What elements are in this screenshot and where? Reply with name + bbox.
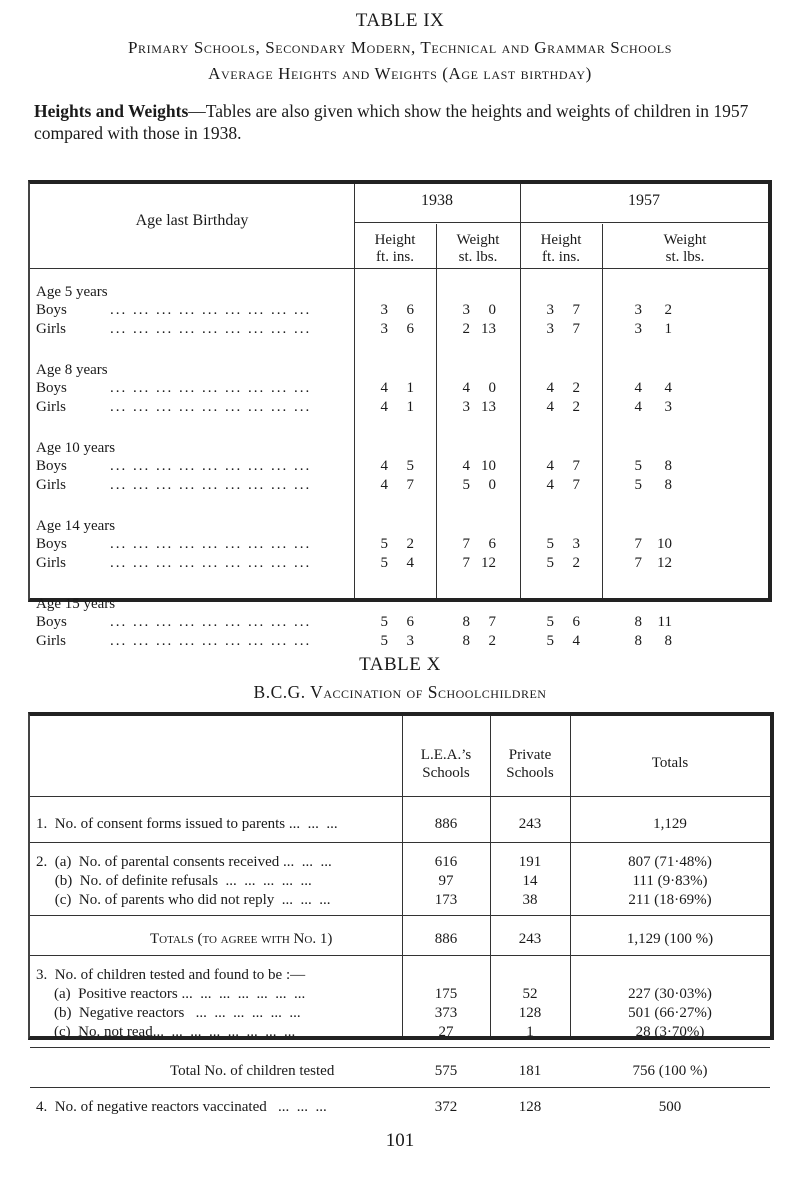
cell-value: 807 (71·48%)	[628, 854, 712, 870]
cell-value-major: 3	[546, 302, 554, 318]
cell-value-minor: 8	[664, 477, 672, 493]
leader-dots: ... ... ... ... ... ... ... ... ...	[110, 458, 312, 474]
cell-value: 38	[522, 892, 538, 908]
cell-value: 128	[518, 1099, 542, 1115]
age-group-label: Age 8 years	[36, 362, 108, 378]
cell-value-minor: 8	[664, 458, 672, 474]
col-height-1957: Height ft. ins.	[540, 232, 582, 265]
cell-value-major: 4	[380, 399, 388, 415]
cell-value: 97	[438, 873, 454, 889]
cell-value: 756 (100 %)	[632, 1063, 708, 1079]
cell-value-major: 8	[462, 614, 470, 630]
cell-value-minor: 2	[664, 302, 672, 318]
cell-value-major: 5	[634, 477, 642, 493]
cell-value: 886	[434, 931, 458, 947]
cell-value-minor: 3	[572, 536, 580, 552]
cell-value-minor: 6	[572, 614, 580, 630]
cell-value-major: 4	[546, 477, 554, 493]
cell-value: 373	[434, 1005, 458, 1021]
cell-value-minor: 13	[481, 321, 496, 337]
row-label: Girls	[36, 321, 66, 337]
cell-value: 501 (66·27%)	[628, 1005, 712, 1021]
cell-value-minor: 0	[488, 380, 496, 396]
cell-value-minor: 6	[406, 321, 414, 337]
row-label: Boys	[36, 380, 67, 396]
age-group-label: Age 10 years	[36, 440, 116, 456]
age-group-label: Age 15 years	[36, 596, 116, 612]
cell-value-major: 5	[380, 614, 388, 630]
cell-value: 14	[522, 873, 538, 889]
leader-dots: ... ... ... ... ... ... ... ... ...	[110, 302, 312, 318]
cell-value-minor: 7	[572, 477, 580, 493]
cell-value-major: 3	[634, 302, 642, 318]
leader-dots: ... ... ... ... ... ... ... ... ...	[110, 614, 312, 630]
cell-value-major: 4	[380, 458, 388, 474]
col-private-schools: Private Schools	[506, 747, 554, 781]
row-label: (c) No. not read... ... ... ... ... ... ... ...	[54, 1024, 296, 1040]
cell-value-major: 5	[634, 458, 642, 474]
cell-value-minor: 12	[657, 555, 672, 571]
cell-value-minor: 0	[488, 302, 496, 318]
intro-text: —Tables are also given which show the heights and weights of children in 1957 compared with those in 1938.	[34, 101, 749, 143]
cell-value-major: 3	[546, 321, 554, 337]
row-label: 4. No. of negative reactors vaccinated ... ... ...	[36, 1099, 327, 1115]
cell-value-minor: 13	[481, 399, 496, 415]
intro-paragraph	[34, 100, 774, 144]
row-label: Boys	[36, 614, 67, 630]
table-ix-title: TABLE IX	[355, 10, 445, 31]
row-label: Total No. of children tested	[170, 1063, 335, 1079]
col-lea-schools: L.E.A.’s Schools	[420, 747, 472, 781]
cell-value-minor: 2	[572, 380, 580, 396]
table-x-title: TABLE X	[359, 654, 441, 675]
cell-value: 886	[434, 816, 458, 832]
cell-value-major: 4	[634, 399, 642, 415]
row-label: (a) Positive reactors ... ... ... ... ... ... ...	[54, 986, 306, 1002]
cell-value-major: 5	[546, 536, 554, 552]
cell-value-major: 5	[380, 633, 388, 649]
row-label: (b) No. of definite refusals ... ... ... ... ...	[36, 873, 312, 889]
cell-value: 52	[522, 986, 538, 1002]
leader-dots: ... ... ... ... ... ... ... ... ...	[110, 633, 312, 649]
cell-value-major: 4	[546, 399, 554, 415]
age-header: Age last Birthday	[135, 212, 249, 229]
row-label: Girls	[36, 555, 66, 571]
cell-value-major: 3	[462, 399, 470, 415]
cell-value-minor: 2	[488, 633, 496, 649]
cell-value-major: 8	[462, 633, 470, 649]
age-group-label: Age 14 years	[36, 518, 116, 534]
row-label: Boys	[36, 536, 67, 552]
cell-value: 243	[518, 816, 542, 832]
cell-value-minor: 6	[488, 536, 496, 552]
cell-value-minor: 0	[488, 477, 496, 493]
cell-value: 27	[438, 1024, 454, 1040]
leader-dots: ... ... ... ... ... ... ... ... ...	[110, 536, 312, 552]
cell-value-minor: 3	[664, 399, 672, 415]
cell-value-minor: 4	[406, 555, 414, 571]
cell-value: 175	[434, 986, 458, 1002]
cell-value-major: 4	[634, 380, 642, 396]
cell-value-minor: 1	[664, 321, 672, 337]
table-ix-subtitle: Primary Schools, Secondary Modern, Technical and Grammar Schools	[128, 38, 672, 57]
cell-value-minor: 7	[488, 614, 496, 630]
cell-value-minor: 3	[406, 633, 414, 649]
row-label: 2. (a) No. of parental consents received ... ... ...	[36, 854, 332, 870]
cell-value: 575	[434, 1063, 458, 1079]
year-1957: 1957	[628, 192, 660, 209]
cell-value-minor: 1	[406, 399, 414, 415]
col-height-1938: Height ft. ins.	[374, 232, 416, 265]
cell-value-minor: 1	[406, 380, 414, 396]
cell-value-major: 4	[380, 380, 388, 396]
cell-value: 500	[658, 1099, 682, 1115]
cell-value: 1,129 (100 %)	[626, 931, 714, 947]
cell-value-minor: 6	[406, 614, 414, 630]
cell-value-minor: 2	[572, 555, 580, 571]
cell-value-major: 3	[634, 321, 642, 337]
cell-value: 1,129	[653, 816, 687, 832]
cell-value-major: 4	[546, 380, 554, 396]
cell-value-minor: 10	[657, 536, 672, 552]
row-label: Boys	[36, 458, 67, 474]
cell-value: 1	[526, 1024, 534, 1040]
cell-value-major: 7	[462, 555, 470, 571]
cell-value: 28 (3·70%)	[635, 1024, 705, 1040]
row-label: 3. No. of children tested and found to be :—	[36, 967, 306, 983]
cell-value-major: 5	[380, 536, 388, 552]
cell-value-major: 3	[462, 302, 470, 318]
cell-value-major: 2	[462, 321, 470, 337]
row-label: Girls	[36, 633, 66, 649]
row-label: (c) No. of parents who did not reply ... ... ...	[36, 892, 331, 908]
cell-value-major: 5	[462, 477, 470, 493]
leader-dots: ... ... ... ... ... ... ... ... ...	[110, 477, 312, 493]
cell-value-minor: 6	[406, 302, 414, 318]
cell-value-minor: 2	[406, 536, 414, 552]
cell-value: 211 (18·69%)	[628, 892, 712, 908]
cell-value: 181	[518, 1063, 542, 1079]
cell-value-major: 4	[462, 458, 470, 474]
cell-value: 128	[518, 1005, 542, 1021]
intro-bold: Heights and Weights	[34, 101, 189, 121]
cell-value: 227 (30·03%)	[628, 986, 712, 1002]
cell-value-major: 8	[634, 633, 642, 649]
cell-value-major: 7	[634, 555, 642, 571]
row-label: (b) Negative reactors ... ... ... ... ... ...	[54, 1005, 301, 1021]
cell-value: 173	[434, 892, 458, 908]
cell-value-minor: 4	[664, 380, 672, 396]
table-ix-subtitle-2: Average Heights and Weights (Age last birthday)	[208, 64, 592, 83]
cell-value-major: 5	[380, 555, 388, 571]
leader-dots: ... ... ... ... ... ... ... ... ...	[110, 399, 312, 415]
cell-value-major: 7	[634, 536, 642, 552]
cell-value: 191	[518, 854, 542, 870]
cell-value-major: 5	[546, 614, 554, 630]
cell-value-minor: 11	[657, 614, 672, 630]
cell-value: 372	[434, 1099, 458, 1115]
table-x-subtitle: B.C.G. Vaccination of Schoolchildren	[253, 682, 547, 702]
cell-value-minor: 8	[664, 633, 672, 649]
cell-value-major: 7	[462, 536, 470, 552]
table-ix	[28, 180, 772, 649]
row-label: 1. No. of consent forms issued to parents ... ... ...	[36, 816, 338, 832]
cell-value: 616	[434, 854, 458, 870]
leader-dots: ... ... ... ... ... ... ... ... ...	[110, 555, 312, 571]
leader-dots: ... ... ... ... ... ... ... ... ...	[110, 321, 312, 337]
cell-value-major: 5	[546, 633, 554, 649]
cell-value-minor: 2	[572, 399, 580, 415]
page-number: 101	[385, 1130, 415, 1151]
col-weight-1938: Weight st. lbs.	[456, 232, 500, 265]
cell-value: 243	[518, 931, 542, 947]
cell-value-major: 4	[462, 380, 470, 396]
cell-value: 111 (9·83%)	[632, 873, 708, 889]
col-totals: Totals	[651, 755, 689, 771]
row-label: Girls	[36, 399, 66, 415]
cell-value-major: 3	[380, 321, 388, 337]
cell-value-minor: 7	[572, 321, 580, 337]
row-label: Boys	[36, 302, 67, 318]
leader-dots: ... ... ... ... ... ... ... ... ...	[110, 380, 312, 396]
cell-value-minor: 7	[406, 477, 414, 493]
cell-value-minor: 5	[406, 458, 414, 474]
cell-value-major: 3	[380, 302, 388, 318]
cell-value-minor: 7	[572, 458, 580, 474]
cell-value-minor: 12	[481, 555, 496, 571]
year-1938: 1938	[421, 192, 453, 209]
cell-value-major: 8	[634, 614, 642, 630]
cell-value-major: 4	[380, 477, 388, 493]
table-x	[28, 712, 774, 1115]
cell-value-major: 5	[546, 555, 554, 571]
age-group-label: Age 5 years	[36, 284, 108, 300]
cell-value-minor: 4	[572, 633, 580, 649]
col-weight-1957: Weight st. lbs.	[663, 232, 707, 265]
cell-value-major: 4	[546, 458, 554, 474]
row-label: Totals (to agree with No. 1)	[150, 931, 333, 947]
row-label: Girls	[36, 477, 66, 493]
cell-value-minor: 10	[481, 458, 496, 474]
cell-value-minor: 7	[572, 302, 580, 318]
